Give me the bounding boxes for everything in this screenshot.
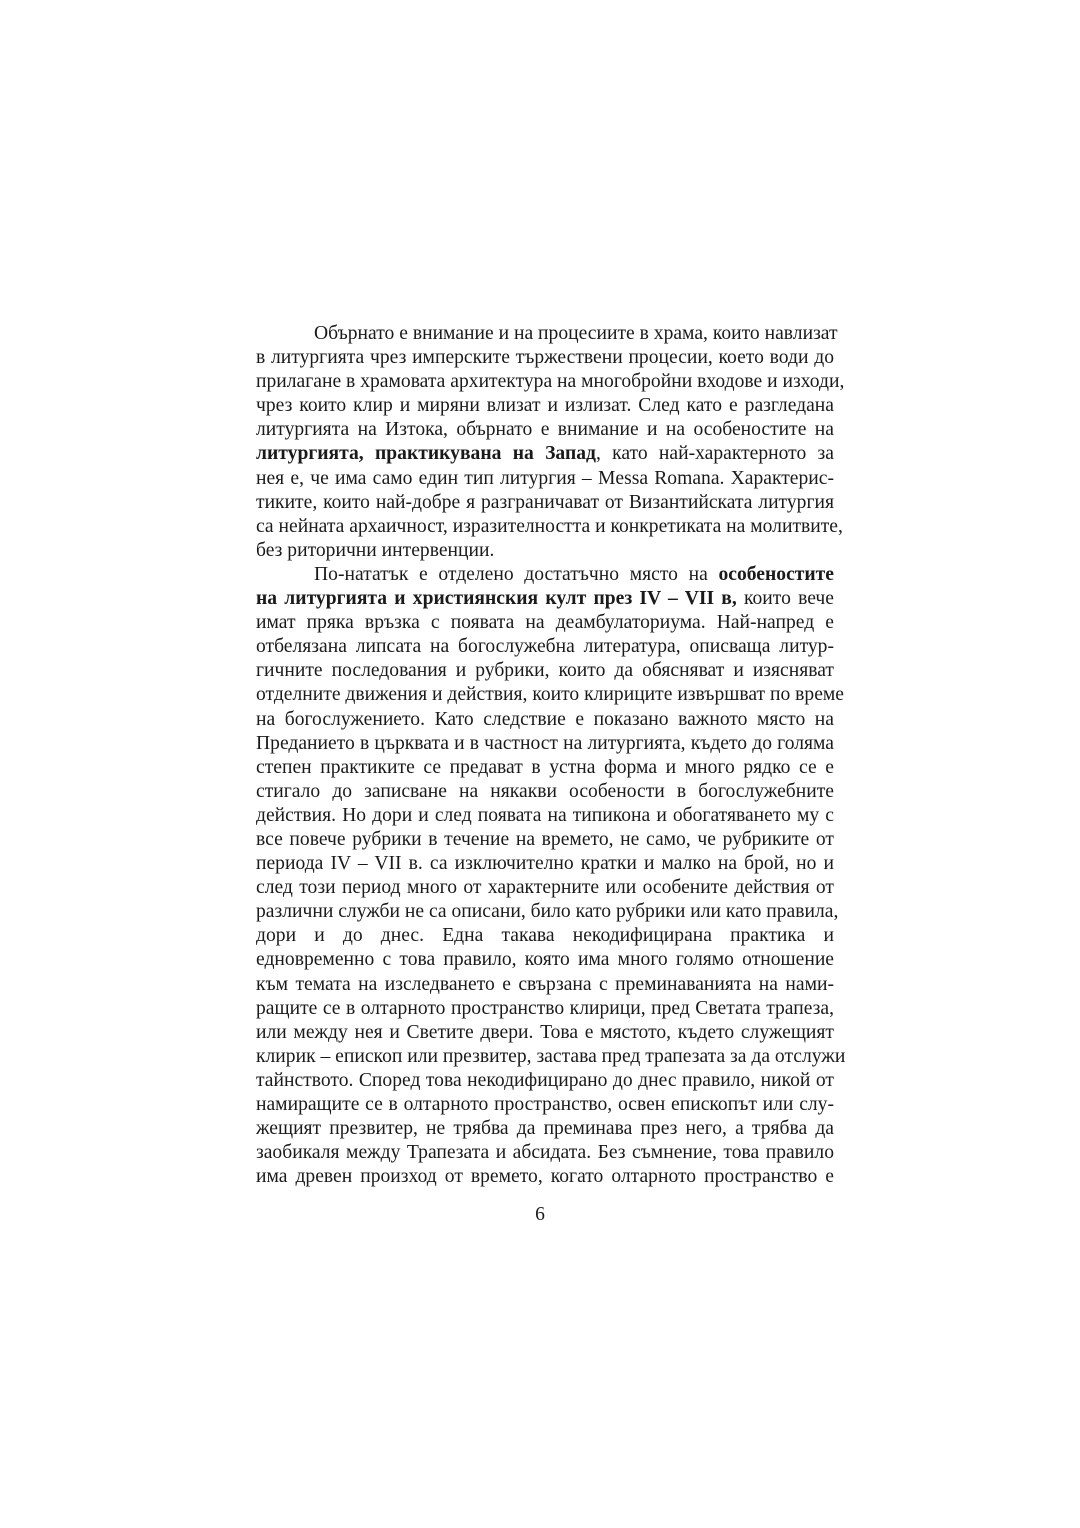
text-line: степен практиките се предават в устна форма и много рядко се е	[256, 756, 834, 778]
text-line: едновременно с това правило, която има много голямо отношение	[256, 949, 834, 971]
text-line: чрез които клир и миряни влизат и излизат. След като е разгледана	[256, 395, 834, 417]
text-line: все повече рубрики в течение на времето, не само, че рубриките от	[256, 828, 834, 850]
text-line: към темата на изследването е свързана с преминаванията на нами-	[256, 973, 834, 995]
bold-phrase-features: особеностите	[718, 563, 834, 585]
paragraph-1	[256, 322, 845, 563]
bold-phrase-west-liturgy: литургията, практикувана на Запад	[256, 443, 596, 465]
text-line	[256, 587, 834, 611]
paragraph-2	[256, 563, 846, 1189]
text-line: в литургията чрез имперските тържествени процесии, което води до	[256, 347, 834, 369]
text-line: отбелязана липсата на богослужебна литература, описваща литур-	[256, 636, 834, 658]
text-line: имат пряка връзка с появата на деамбулаториума. Най-напред е	[256, 612, 834, 634]
text-line: периода IV – VII в. са изключително кратки и малко на брой, но и	[256, 853, 834, 875]
text-line: има древен произход от времето, когато олтарното пространство е	[256, 1166, 834, 1188]
text-line: отделните движения и действия, които клириците извършват по време	[256, 684, 844, 706]
text-fragment: , като най-характерното за	[595, 443, 834, 465]
text-line: на богослужението. Като следствие е показано важното място на	[256, 708, 834, 730]
text-line: клирик – епископ или презвитер, застава пред трапезата за да отслужи	[256, 1045, 846, 1067]
text-fragment: които вече	[736, 588, 834, 610]
text-line: тиките, които най-добре я разграничават от Византийската литургия	[256, 491, 834, 513]
text-line: или между нея и Светите двери. Това е мястото, където служещият	[256, 1021, 834, 1043]
text-line: действия. Но дори и след появата на типикона и обогатяването му с	[256, 804, 834, 826]
text-line	[256, 442, 834, 466]
text-line: различни служби не са описани, било като рубрики или като правила,	[256, 901, 839, 923]
body-text	[256, 322, 846, 1189]
text-line: жещият презвитер, не трябва да преминава през него, а трябва да	[256, 1118, 834, 1140]
text-line: без риторични интервенции.	[256, 539, 495, 561]
text-line: са нейната архаичност, изразителността и конкретиката на молитвите,	[256, 515, 843, 537]
text-line: Обърнато е внимание и на процесиите в храма, които навлизат	[314, 323, 838, 344]
bold-phrase-liturgy-cult: на литургията и християнския култ през IV – VII в,	[256, 588, 737, 610]
text-line: дори и до днес. Една такава некодифицирана практика и	[256, 925, 834, 947]
text-line: след този период много от характерните или особените действия от	[256, 877, 834, 899]
text-line: нея е, че има само един тип литургия – Messa Romana. Характерис-	[256, 467, 834, 489]
text-fragment: По-нататък е отделено достатъчно място на	[314, 563, 719, 585]
text-line: тайнството. Според това некодифицирано до днес правило, никой от	[256, 1069, 834, 1091]
text-line: стигало до записване на някакви особености в богослужебните	[256, 780, 834, 802]
text-line: гичните последования и рубрики, които да обясняват и изясняват	[256, 660, 834, 682]
text-line: прилагане в храмовата архитектура на многобройни входове и изходи,	[256, 371, 845, 393]
text-line: намиращите се в олтарното пространство, освен епископът или слу-	[256, 1094, 834, 1115]
text-line: ращите се в олтарното пространство клирици, пред Светата трапеза,	[256, 997, 834, 1019]
text-line: Преданието в църквата и в частност на литургията, където до голяма	[256, 732, 834, 754]
text-line	[256, 563, 834, 587]
text-line: литургията на Изтока, обърнато е внимание и на особеностите на	[256, 419, 834, 441]
text-line: заобикаля между Трапезата и абсидата. Без съмнение, това правило	[256, 1142, 834, 1164]
page-number: 6	[535, 1204, 545, 1225]
